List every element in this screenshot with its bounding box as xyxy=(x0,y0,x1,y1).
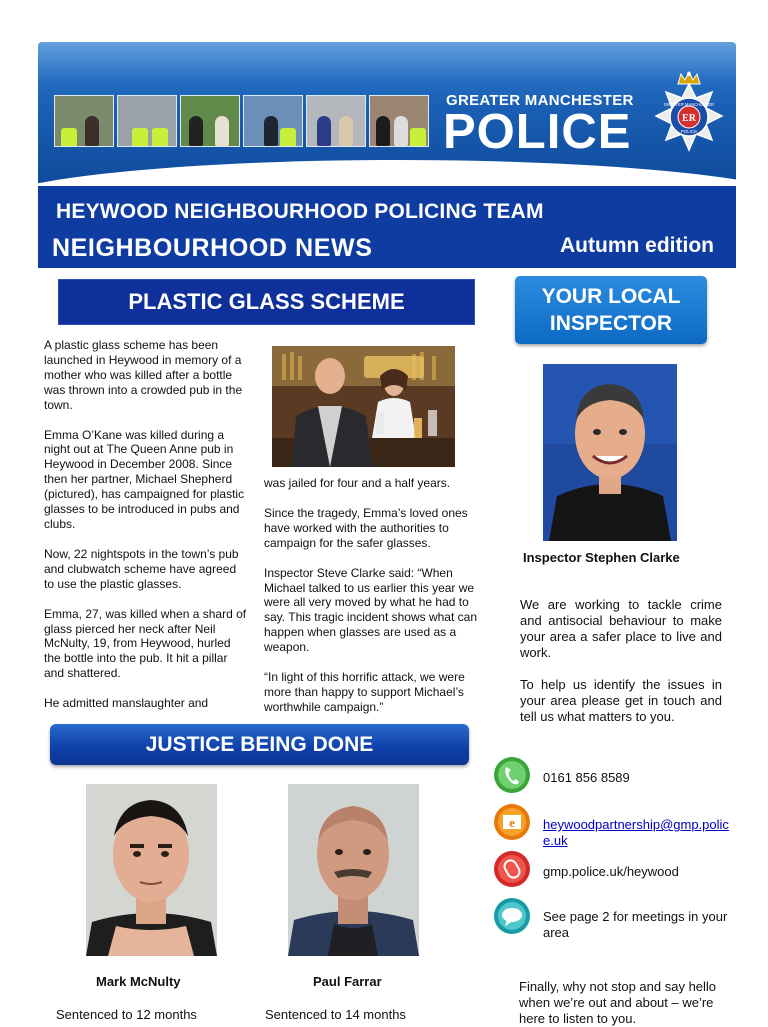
contact-phone-number[interactable]: 0161 856 8589 xyxy=(543,770,630,785)
article-paragraph: was jailed for four and a half years. xyxy=(264,476,451,490)
contact-email xyxy=(493,803,739,849)
mouse-icon xyxy=(493,850,531,888)
inspector-heading-line-2: INSPECTOR xyxy=(549,312,673,335)
contact-phone xyxy=(493,756,630,794)
article-paragraph: He admitted manslaughter and xyxy=(44,696,209,711)
justice-heading: JUSTICE BEING DONE xyxy=(50,724,469,765)
sentence-paul: Sentenced to 14 months xyxy=(265,1007,406,1022)
contact-website xyxy=(493,850,679,888)
article-paragraph: “In light of this horrific attack, we were more than happy to support Michael’s worthwhile campaign.” xyxy=(264,670,465,714)
contact-meetings-text: See page 2 for meetings in your area xyxy=(543,909,728,940)
sentence-mark: Sentenced to 12 months xyxy=(56,1007,197,1022)
mark-mcnulty-photo xyxy=(86,784,217,956)
org-name-top: GREATER MANCHESTER xyxy=(446,92,634,109)
police-badge-icon xyxy=(652,70,726,154)
contact-meetings xyxy=(493,897,748,941)
community-photo-strip xyxy=(54,95,429,147)
inspector-message xyxy=(520,597,722,741)
inspector-paragraph: We are working to tackle crime and antisocial behaviour to make your area a safer place to live and work. xyxy=(520,597,722,660)
phone-icon xyxy=(493,756,531,794)
inspector-photo xyxy=(543,364,677,541)
badge-text-top: GREATER MANCHESTER xyxy=(663,102,715,107)
community-photo xyxy=(117,95,177,147)
header-banner xyxy=(38,42,736,188)
article-paragraph: Since the tragedy, Emma’s loved ones have worked with the authorities to campaign for the safer glasses. xyxy=(264,505,468,550)
closing-message: Finally, why not stop and say hello when we’re out and about – we’re here to listen to you. xyxy=(519,979,717,1026)
inspector-paragraph: To help us identify the issues in your area please get in touch and tell us what matters to you. xyxy=(520,677,722,724)
team-name: HEYWOOD NEIGHBOURHOOD POLICING TEAM xyxy=(56,200,544,223)
article-paragraph: Emma O’Kane was killed during a night out at The Queen Anne pub in Heywood in December 2008. Since then her partner, Michael Shepherd (pictured), has campaigned for plastic glasses to be introduced in pubs and clubs. xyxy=(44,427,245,531)
article-paragraph: Now, 22 nightspots in the town’s pub and clubwatch scheme have agreed to use the plastic glasses. xyxy=(44,546,239,591)
article-column-1 xyxy=(44,338,247,726)
email-icon xyxy=(493,803,531,841)
community-photo xyxy=(180,95,240,147)
pub-photo xyxy=(272,346,455,467)
svg-text:e: e xyxy=(509,815,515,830)
paul-farrar-photo xyxy=(288,784,419,956)
article-paragraph: Emma, 27, was killed when a shard of glass pierced her neck after Neil McNulty, 19, from Heywood, hurled the bottle into the pub. It hit a pillar and shattered. xyxy=(44,606,247,681)
badge-monogram: ER xyxy=(682,113,696,124)
org-name-police: POLICE xyxy=(443,105,632,159)
badge-text-bottom: POLICE xyxy=(680,129,698,134)
article-paragraph: A plastic glass scheme has been launched in Heywood in memory of a mother who was killed after a bottle was thrown into a crowded pub in the town. xyxy=(44,338,243,412)
community-photo xyxy=(243,95,303,147)
plastic-glass-heading: PLASTIC GLASS SCHEME xyxy=(58,279,475,325)
contact-email-link[interactable]: heywoodpartnership@gmp.police.uk xyxy=(543,817,729,848)
edition-label: Autumn edition xyxy=(560,234,714,257)
article-column-2 xyxy=(264,476,481,730)
contact-website-link[interactable]: gmp.police.uk/heywood xyxy=(543,864,679,879)
local-inspector-heading xyxy=(515,276,707,344)
inspector-name: Inspector Stephen Clarke xyxy=(523,550,680,565)
meeting-icon xyxy=(493,897,531,935)
newsletter-title-bar xyxy=(38,186,736,268)
article-paragraph: Inspector Steve Clarke said: “When Michael talked to us earlier this year we were all very moved by what he had to say. This tragic incident shows what can happen when glasses are used as a weapon. xyxy=(264,565,477,655)
community-photo xyxy=(369,95,429,147)
community-photo xyxy=(54,95,114,147)
person-name-paul: Paul Farrar xyxy=(313,974,382,989)
person-name-mark: Mark McNulty xyxy=(96,974,181,989)
inspector-heading-line-1: YOUR LOCAL xyxy=(541,285,681,308)
newsletter-title: NEIGHBOURHOOD NEWS xyxy=(52,234,373,262)
community-photo xyxy=(306,95,366,147)
